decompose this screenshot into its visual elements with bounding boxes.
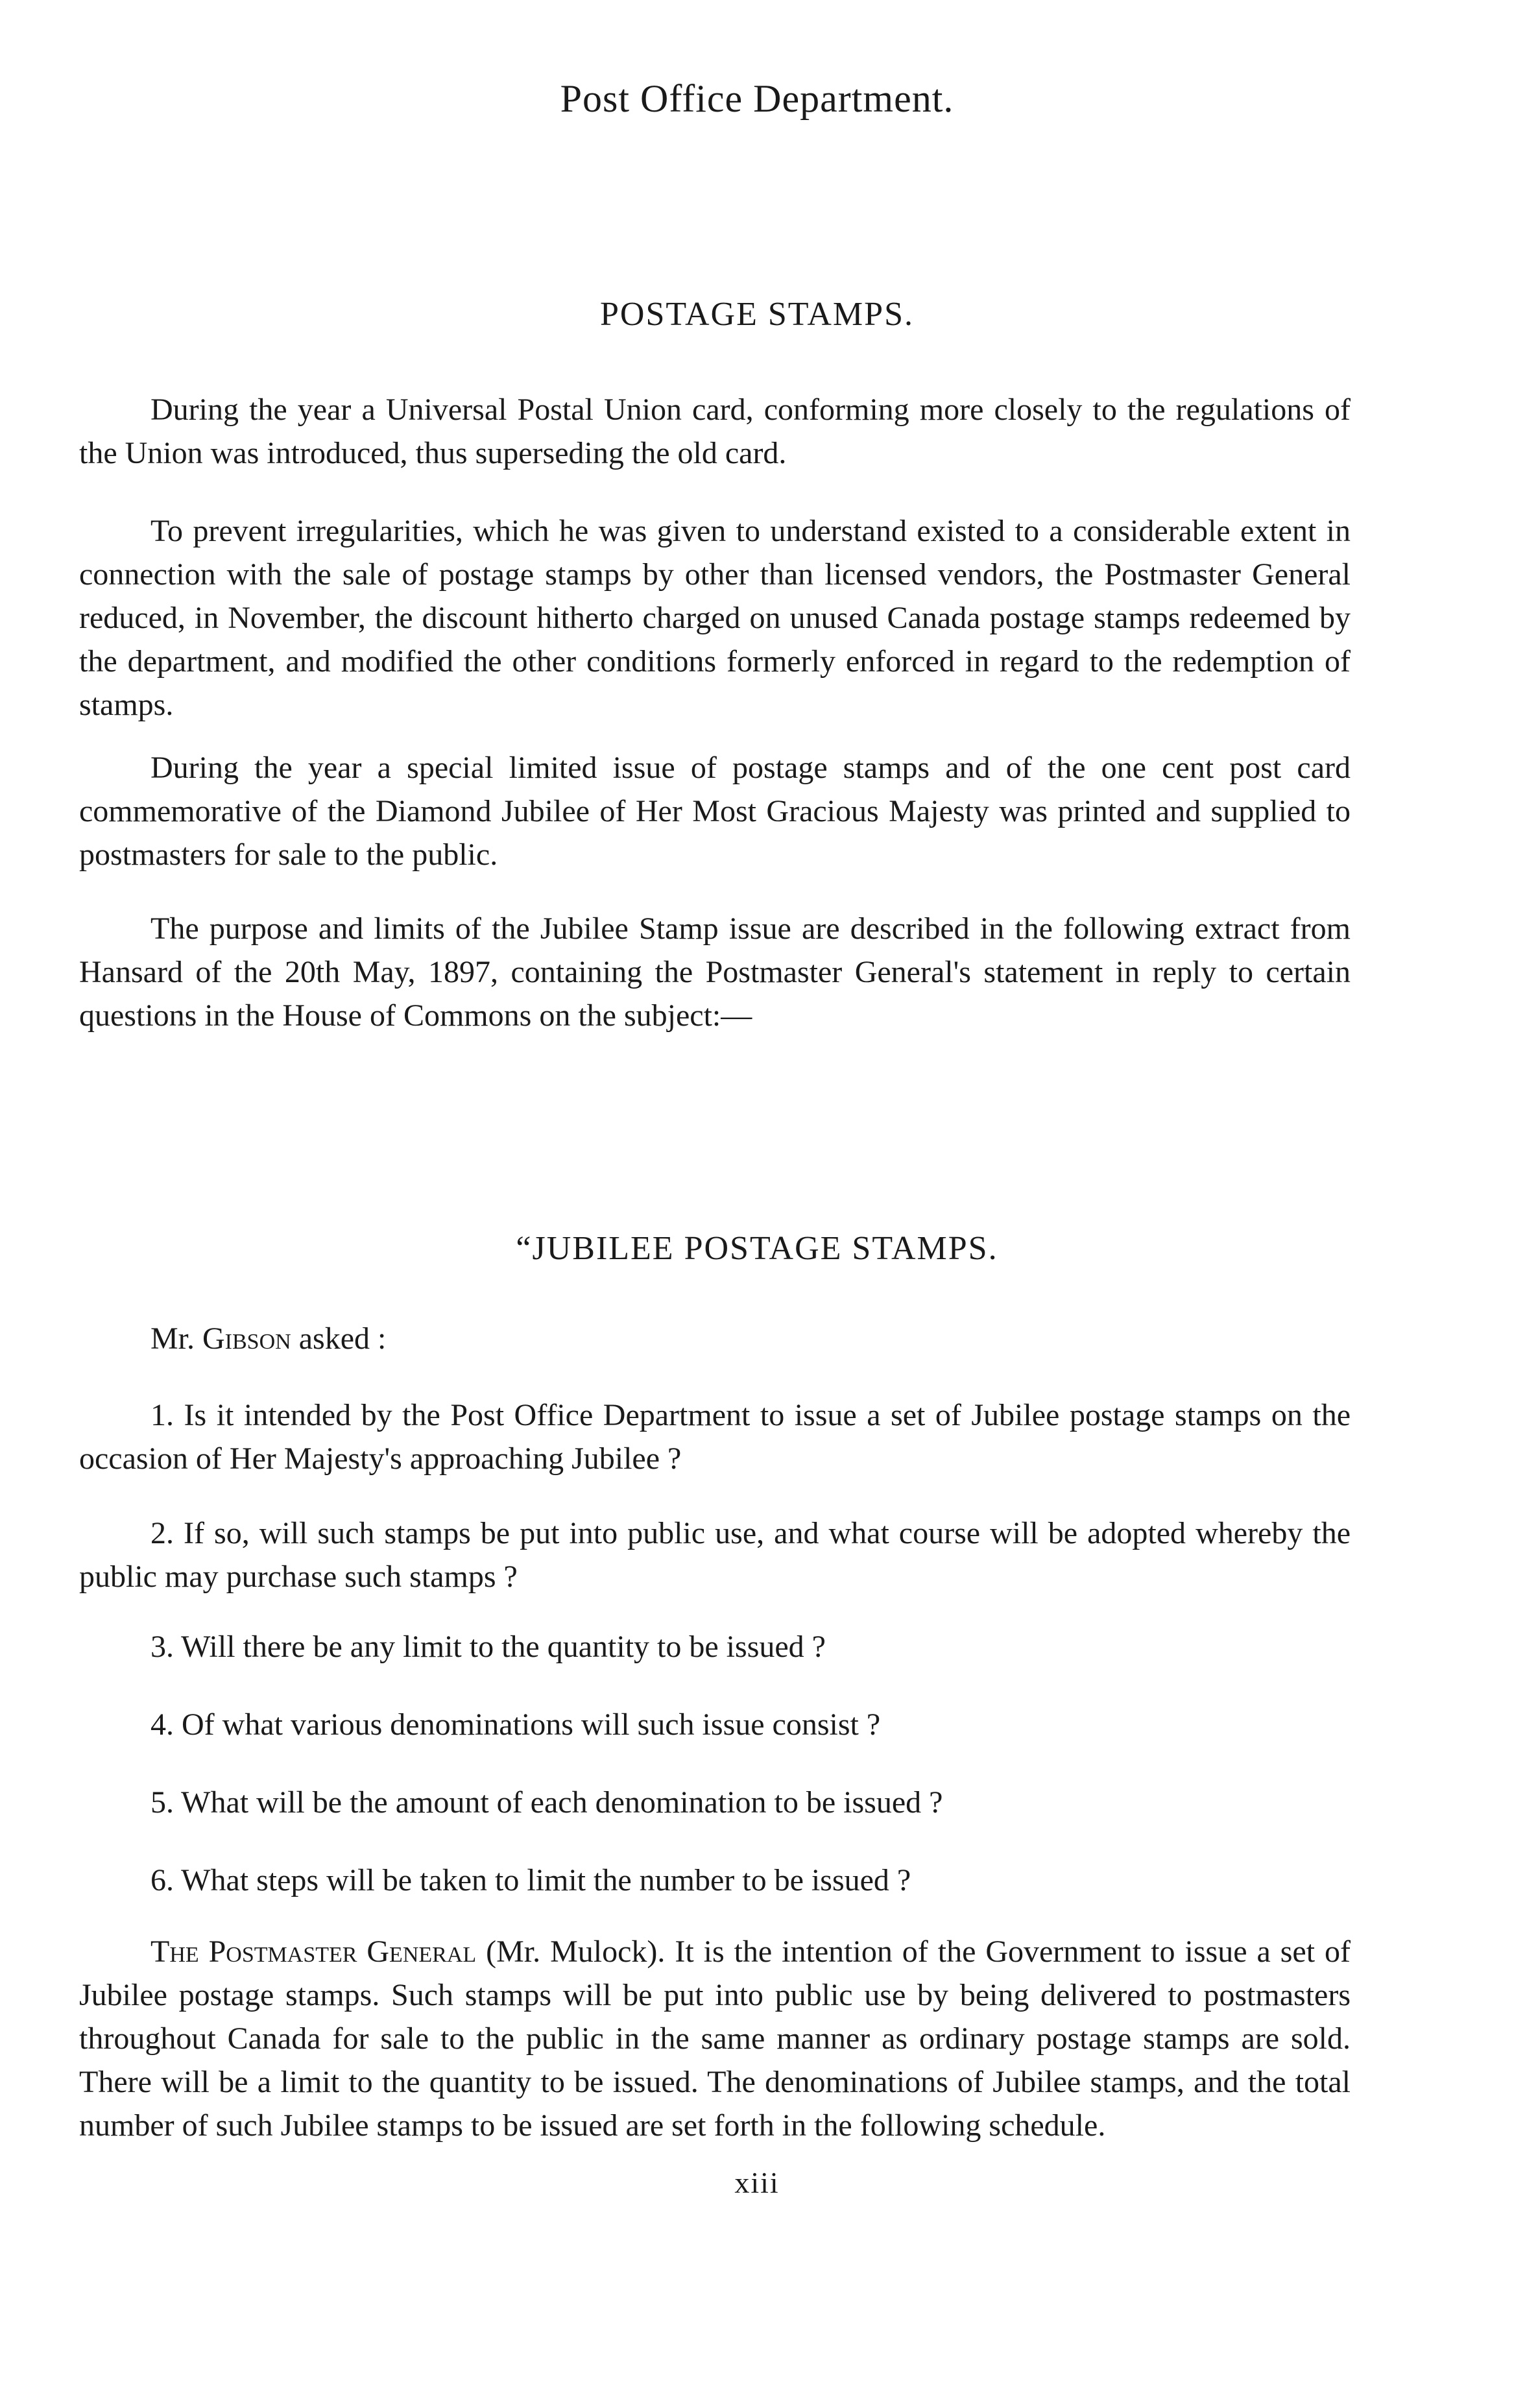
paragraph-jubilee-issue: During the year a special limited issue of postage stamps and of the one cent post card commemorative of the Diamond Jubilee of Her Most Gracious Majesty was printed and supplied to postmasters for sale to the public. — [79, 751, 1351, 872]
question-4: 4. Of what various denominations will such issue consist ? — [150, 1707, 881, 1742]
section-heading-postage-stamps: POSTAGE STAMPS. — [599, 296, 914, 333]
paragraph-irregularities: To prevent irregularities, which he was given to understand existed to a considerable extent in connection with the sale of postage stamps by other than licensed vendors, the Postmaster General reduced, in November, the discount hitherto charged on unused Canada postage stamps redeemed by the department, and modified the other conditions formerly enforced in regard to the redemption of stamps. — [79, 514, 1351, 722]
paragraph-upu-card: During the year a Universal Postal Union card, conforming more closely to the regulations of the Union was introduced, thus superseding the old card. — [79, 392, 1351, 470]
question-5: 5. What will be the amount of each denomination to be issued ? — [150, 1785, 943, 1820]
page-number: xiii — [734, 2166, 780, 2199]
answer-speaker: The Postmaster General — [150, 1934, 477, 1969]
page-header-title: Post Office Department. — [560, 77, 954, 120]
question-1: 1. Is it intended by the Post Office Department to issue a set of Jubilee postage stamps on the occasion of Her Majesty's approaching Jubilee ? — [79, 1398, 1351, 1476]
section-heading-jubilee-postage-stamps: “JUBILEE POSTAGE STAMPS. — [516, 1230, 998, 1267]
asker-prefix: Mr. — [150, 1321, 203, 1356]
asker-name: Gibson — [202, 1321, 291, 1356]
answer-text: (Mr. Mulock). It is the intention of the Government to issue a set of Jubilee postage stamps. Such stamps will be put into public use by being delivered to postmasters throughout Canada for sale to the public in the same manner as ordinary postage stamps are sold. There will be a limit to the quantity to be issued. The denominations of Jubilee stamps, and the total number of such Jubilee stamps to be issued are set forth in the following schedule. — [79, 1934, 1351, 2143]
asker-suffix: asked : — [291, 1321, 387, 1356]
question-3: 3. Will there be any limit to the quantity to be issued ? — [150, 1630, 826, 1664]
asker-line — [79, 1317, 1351, 1360]
question-2: 2. If so, will such stamps be put into public use, and what course will be adopted whereby the public may purchase such stamps ? — [79, 1516, 1351, 1594]
paragraph-hansard-extract: The purpose and limits of the Jubilee Stamp issue are described in the following extract from Hansard of the 20th May, 1897, containing the Postmaster General's statement in reply to certain questions in the House of Commons on the subject:— — [79, 911, 1351, 1033]
question-6: 6. What steps will be taken to limit the number to be issued ? — [150, 1863, 911, 1897]
postmaster-general-answer — [79, 1930, 1351, 2147]
